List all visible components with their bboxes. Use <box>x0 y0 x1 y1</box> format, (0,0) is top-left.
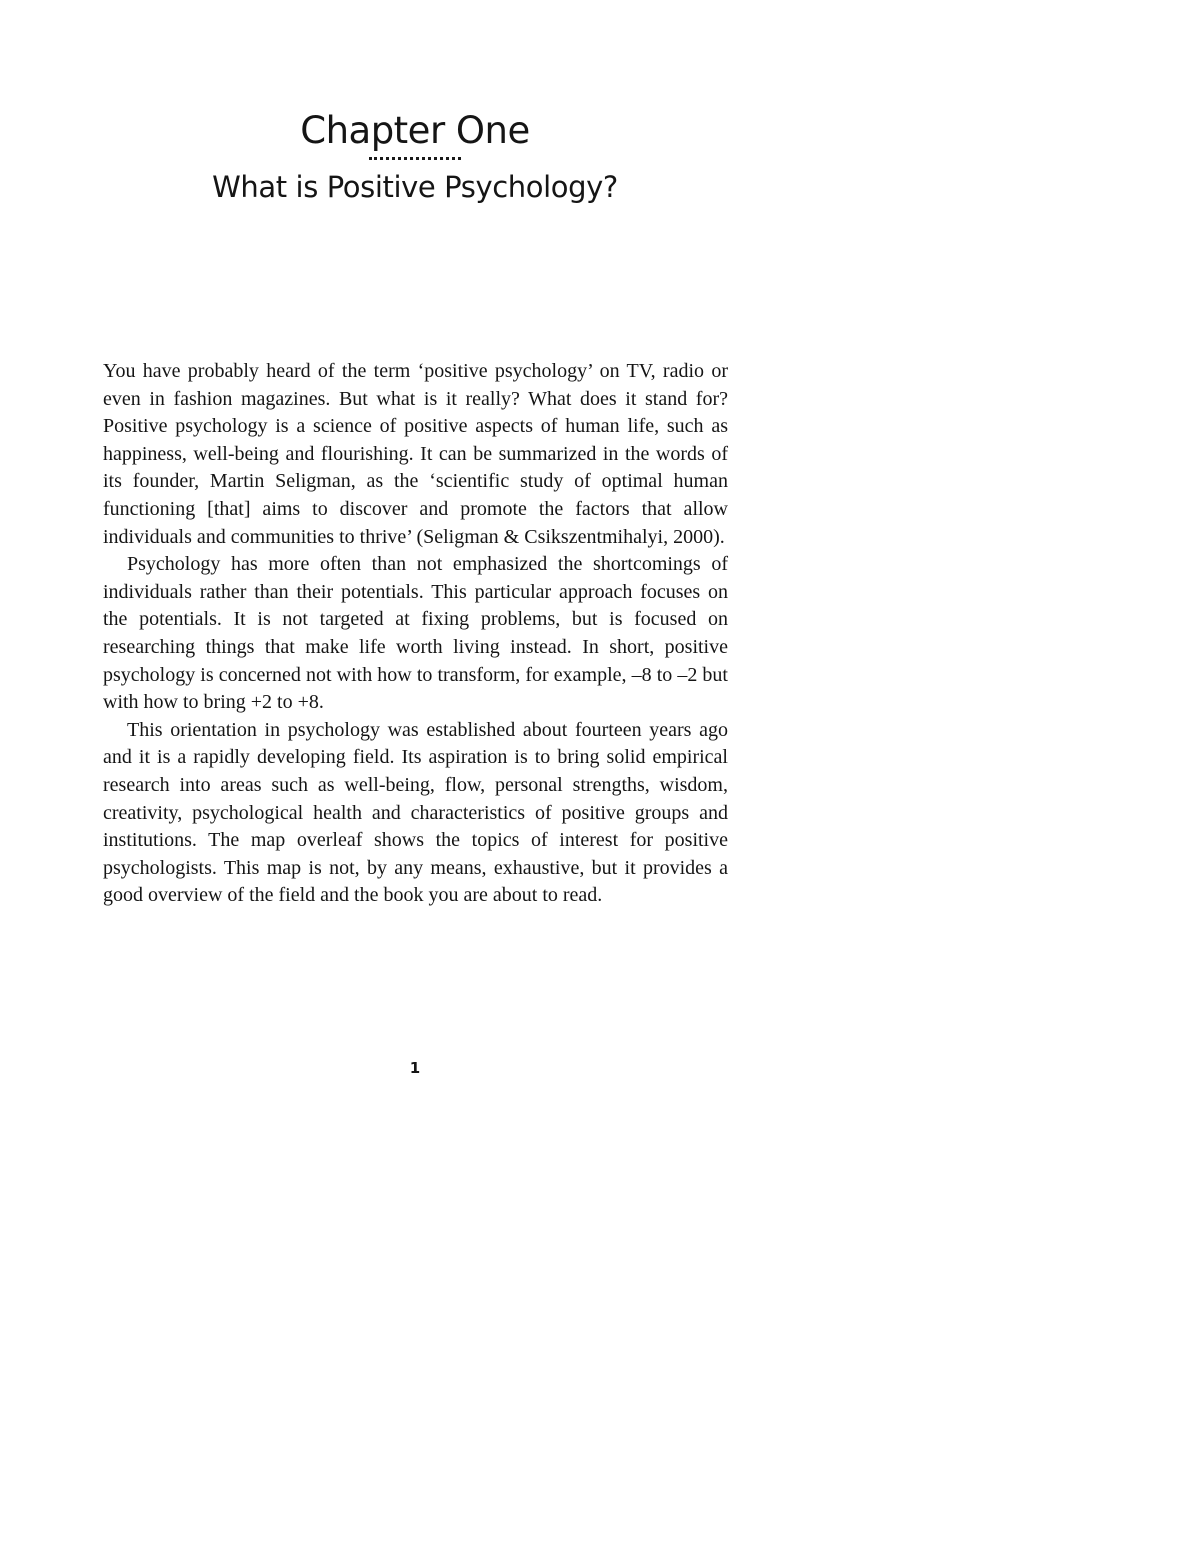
chapter-label: Chapter One <box>300 109 530 152</box>
paragraph-1: You have probably heard of the term ‘positive psychology’ on TV, radio or even in fashion magazines. But what is it really? What does it stand for? Positive psychology is a science of positive aspects of human life, such as happiness, well-being and flourishing. It can be summarized in the words of its founder, Martin Seligman, as the ‘scientific study of optimal human functioning [that] aims to discover and promote the factors that allow individuals and communities to thrive’ (Seligman & Csikszentmihalyi, 2000). <box>103 360 728 548</box>
chapter-title: What is Positive Psychology? <box>212 170 618 204</box>
paragraph-2: Psychology has more often than not emphasized the shortcomings of individuals rather than their potentials. This particular approach focuses on the potentials. It is not targeted at fixing problems, but is focused on researching things that make life worth living instead. In short, positive psychology is concerned not with how to transform, for example, –8 to –2 but with how to bring +2 to +8. <box>103 553 728 714</box>
page-number: 1 <box>409 1059 421 1077</box>
chapter-divider <box>369 157 461 160</box>
paragraph-3: This orientation in psychology was established about fourteen years ago and it is a rapidly developing field. Its aspiration is to bring solid empirical research into areas such as well-being, flow, personal strengths, wisdom, creativity, psychological health and characteristics of positive groups and institutions. The map overleaf shows the topics of interest for positive psychologists. This map is not, by any means, exhaustive, but it provides a good overview of the field and the book you are about to read. <box>103 718 728 907</box>
body-text <box>103 358 728 910</box>
